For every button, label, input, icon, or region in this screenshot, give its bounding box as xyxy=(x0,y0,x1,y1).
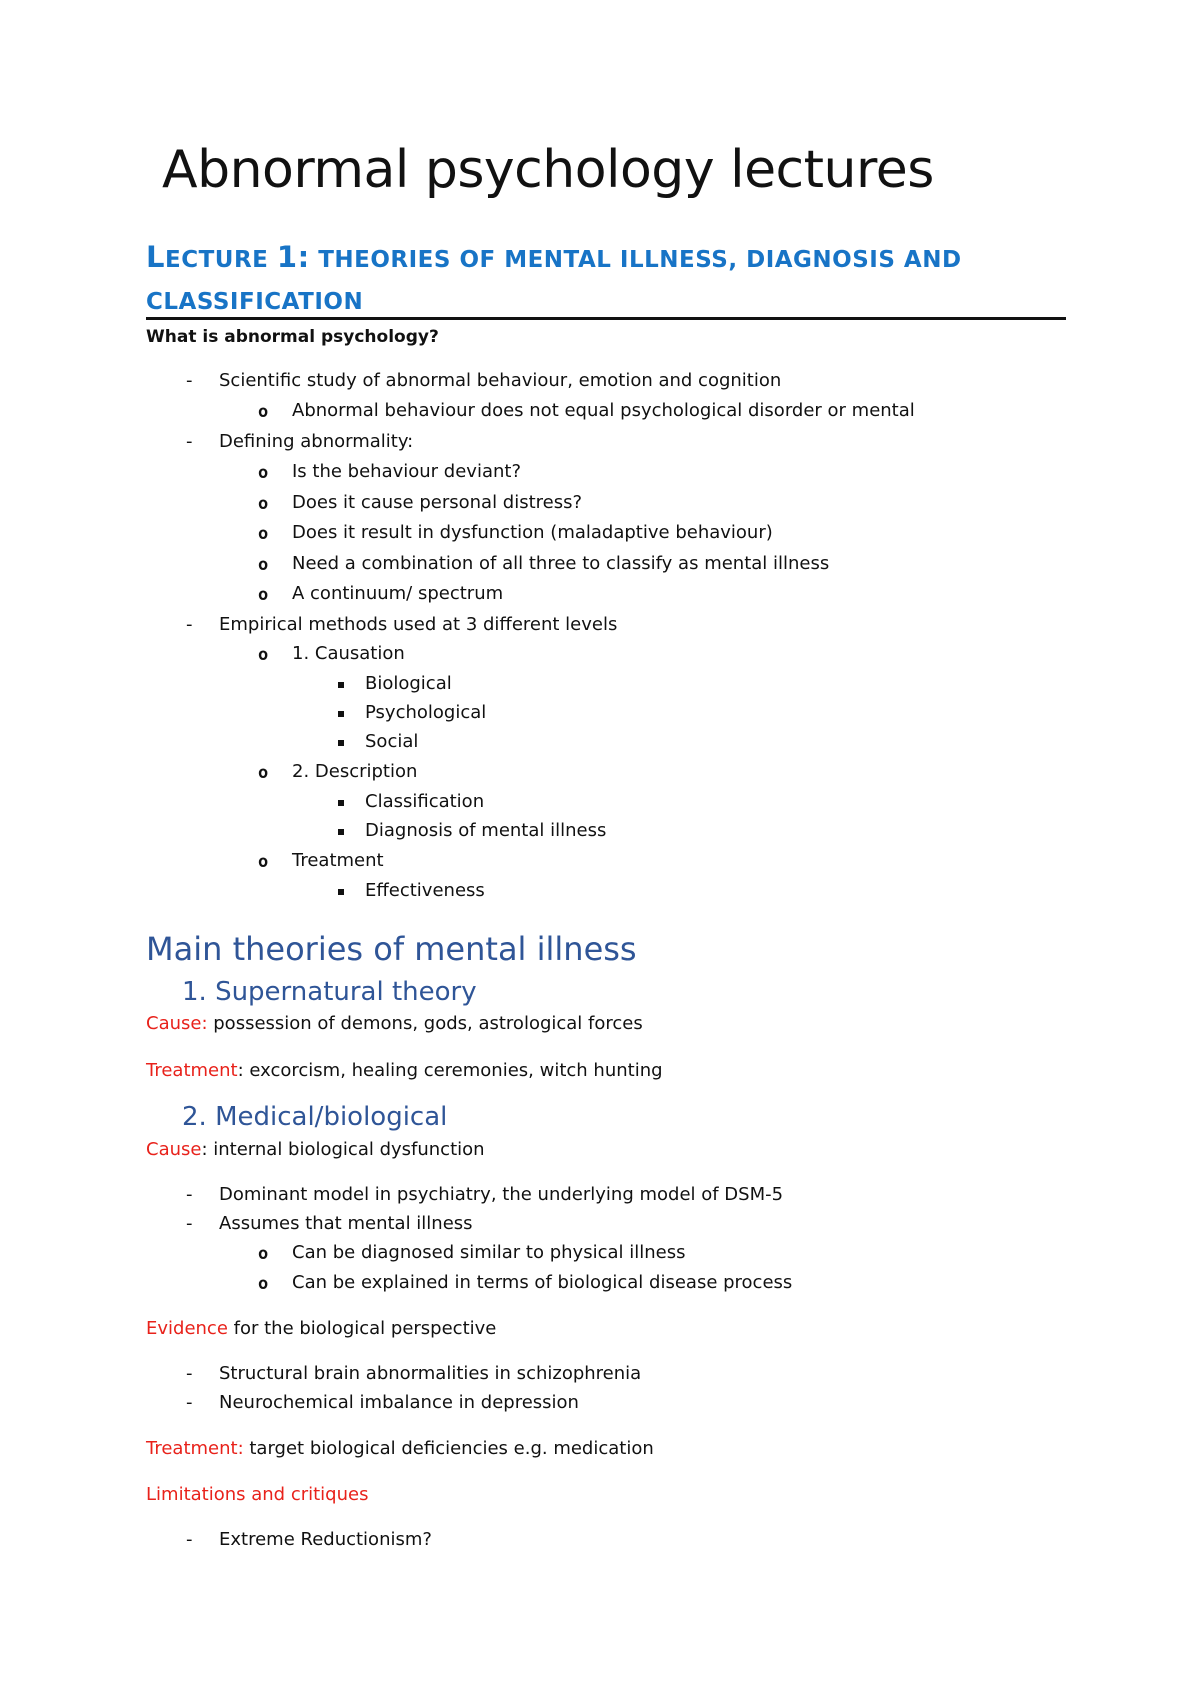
dash-bullet: - xyxy=(186,1184,193,1205)
question-heading: What is abnormal psychology? xyxy=(146,327,439,347)
cause-text: possession of demons, gods, astrological forces xyxy=(207,1013,643,1034)
list-item: 2. Description xyxy=(292,761,418,782)
lecture-heading xyxy=(146,236,1066,323)
circle-bullet: o xyxy=(258,463,269,483)
lecture-title-line1: THEORIES OF MENTAL ILLNESS, DIAGNOSIS AND xyxy=(318,247,962,273)
list-item: Can be explained in terms of biological disease process xyxy=(292,1272,793,1293)
dash-bullet: - xyxy=(186,1529,193,1550)
lecture-title-line2: CLASSIFICATION xyxy=(146,289,364,315)
medical-heading: 2. Medical/biological xyxy=(182,1102,448,1132)
dash-bullet: - xyxy=(186,370,193,391)
heading-underline xyxy=(146,317,1066,320)
dash-bullet: - xyxy=(186,431,193,452)
list-item: Abnormal behaviour does not equal psychological disorder or mental xyxy=(292,400,915,421)
circle-bullet: o xyxy=(258,585,269,605)
list-item: Extreme Reductionism? xyxy=(219,1529,432,1550)
dash-bullet: - xyxy=(186,1213,193,1234)
list-item: Can be diagnosed similar to physical illness xyxy=(292,1242,686,1263)
circle-bullet: o xyxy=(258,763,269,783)
treatment-text: target biological deficiencies e.g. medication xyxy=(243,1438,654,1459)
supernatural-treatment xyxy=(146,1060,663,1082)
square-bullet xyxy=(338,740,344,746)
supernatural-cause xyxy=(146,1013,643,1035)
square-bullet xyxy=(338,682,344,688)
circle-bullet: o xyxy=(258,555,269,575)
list-item: Empirical methods used at 3 different levels xyxy=(219,614,618,635)
circle-bullet: o xyxy=(258,402,269,422)
evidence-label: Evidence xyxy=(146,1318,228,1339)
list-item: Psychological xyxy=(365,702,487,723)
list-item: Defining abnormality: xyxy=(219,431,414,452)
circle-bullet: o xyxy=(258,1274,269,1294)
square-bullet xyxy=(338,889,344,895)
list-item: Effectiveness xyxy=(365,880,485,901)
square-bullet xyxy=(338,711,344,717)
square-bullet xyxy=(338,829,344,835)
treatment-text: : excorcism, healing ceremonies, witch hunting xyxy=(237,1060,663,1081)
circle-bullet: o xyxy=(258,524,269,544)
supernatural-heading: 1. Supernatural theory xyxy=(182,977,477,1007)
medical-treatment xyxy=(146,1438,654,1460)
cause-text: : internal biological dysfunction xyxy=(201,1139,485,1160)
evidence-text: for the biological perspective xyxy=(227,1318,497,1339)
list-item: Dominant model in psychiatry, the underlying model of DSM-5 xyxy=(219,1184,784,1205)
circle-bullet: o xyxy=(258,494,269,514)
limitations-label: Limitations and critiques xyxy=(146,1484,369,1505)
lecture-word: ECTURE xyxy=(164,247,269,273)
dash-bullet: - xyxy=(186,1392,193,1413)
list-item: Social xyxy=(365,731,419,752)
main-theories-heading: Main theories of mental illness xyxy=(146,930,637,968)
medical-cause xyxy=(146,1139,485,1161)
lecture-first-letter: L xyxy=(146,240,165,274)
list-item: Scientific study of abnormal behaviour, emotion and cognition xyxy=(219,370,782,391)
list-item: A continuum/ spectrum xyxy=(292,583,504,604)
list-item: Neurochemical imbalance in depression xyxy=(219,1392,579,1413)
list-item: 1. Causation xyxy=(292,643,405,664)
treatment-label: Treatment: xyxy=(146,1438,244,1459)
document-title: Abnormal psychology lectures xyxy=(162,140,934,200)
cause-label: Cause: xyxy=(146,1013,208,1034)
list-item: Structural brain abnormalities in schizophrenia xyxy=(219,1363,642,1384)
dash-bullet: - xyxy=(186,614,193,635)
treatment-label: Treatment xyxy=(146,1060,238,1081)
circle-bullet: o xyxy=(258,1244,269,1264)
cause-label: Cause xyxy=(146,1139,202,1160)
lecture-number: 1: xyxy=(276,240,310,274)
list-item: Is the behaviour deviant? xyxy=(292,461,522,482)
list-item: Assumes that mental illness xyxy=(219,1213,473,1234)
list-item: Does it cause personal distress? xyxy=(292,492,583,513)
list-item: Biological xyxy=(365,673,452,694)
dash-bullet: - xyxy=(186,1363,193,1384)
evidence-line xyxy=(146,1318,496,1340)
circle-bullet: o xyxy=(258,852,269,872)
list-item: Treatment xyxy=(292,850,384,871)
list-item: Classification xyxy=(365,791,485,812)
list-item: Need a combination of all three to classify as mental illness xyxy=(292,553,830,574)
circle-bullet: o xyxy=(258,645,269,665)
list-item: Diagnosis of mental illness xyxy=(365,820,607,841)
list-item: Does it result in dysfunction (maladaptive behaviour) xyxy=(292,522,773,543)
square-bullet xyxy=(338,800,344,806)
